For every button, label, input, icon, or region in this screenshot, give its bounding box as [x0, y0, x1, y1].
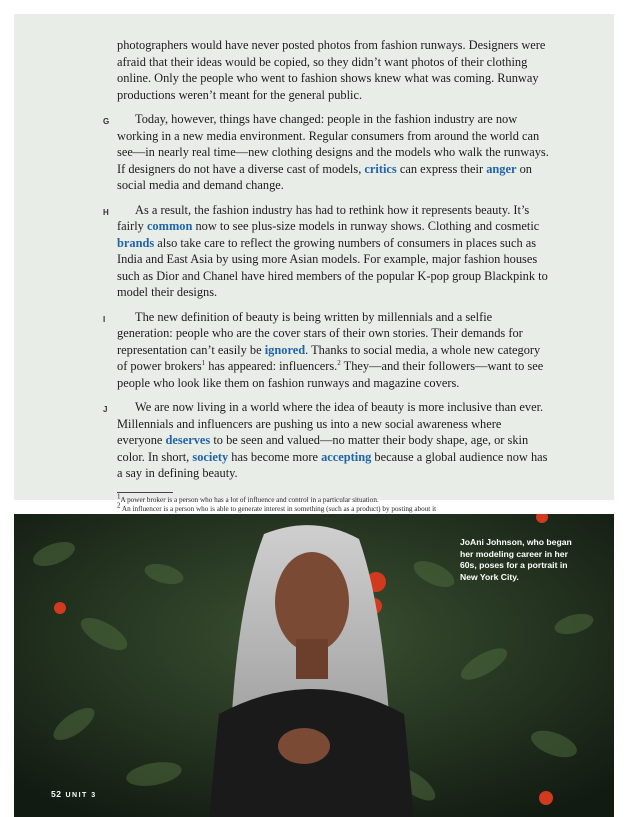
paragraph-letter-i: I: [103, 314, 106, 324]
paragraph-g: G Today, however, things have changed: people in the fashion industry are now working in a new media environment. Regular consumers from around the world can see—in nearly real time—new clothing designs and the models who walk the runways. If designers do not have a diverse cast of models, critics can express their anger on social media and demand change.: [103, 112, 549, 192]
vocab-word-critics: critics: [364, 161, 397, 176]
paragraph-letter-g: G: [103, 117, 110, 126]
footnote-ref-2: 2: [337, 358, 341, 367]
vocab-word-brands: brands: [117, 235, 155, 250]
vocab-word-accepting: accepting: [321, 449, 372, 464]
vocab-word-anger: anger: [486, 161, 517, 176]
neck: [296, 639, 328, 679]
paragraph-continued: photographers would have never posted photos from fashion runways. Designers were afraid that their ideas would be copied, so they didn’t want photos of their clothing online. Only the people who went to fashion shows knew what was coming. Runway productions weren’t meant for the general public.: [117, 38, 546, 102]
face: [275, 552, 349, 652]
vocab-word-society: society: [192, 449, 229, 464]
unit-label: UNIT 3: [65, 792, 97, 799]
vocab-word-common: common: [146, 219, 193, 233]
hand-on-chest: [278, 728, 330, 764]
vocab-word-deserves: deserves: [165, 433, 211, 447]
footnote-2: $^2$ An influencer is a person who is able to generate interest in something (such as a product) by posting about it: [117, 501, 437, 513]
paragraph-j: J We are now living in a world where the idea of beauty is more inclusive than ever. Millennials and influencers are pushing us into a new social awareness where everyone deserves to be seen and valued—no matter their body shape, age, or skin color. In short, society has become more accepting because a global audience now has a say in defining beauty.: [103, 400, 548, 480]
paragraph-letter-h: H: [103, 207, 109, 217]
page-folio: [51, 789, 97, 799]
vocab-word-ignored: ignored: [264, 342, 306, 357]
footnote-ref-1: 1: [201, 358, 206, 367]
article-body: [103, 37, 549, 523]
paragraph-letter-j: J: [103, 405, 108, 414]
paragraph-h: H As a result, the fashion industry has had to rethink how it represents beauty. It’s fairly common now to see plus-size models in runway shows. Clothing and cosmetic brands also take care to reflect the growing numbers of consumers in places such as India and East Asia by using more Asian models. For example, major fashion houses such as Dior and Chanel have hired members of the popular K-pop group Blackpink to model their designs.: [103, 202, 548, 299]
footnote-1: $^1$A power broker is a person who has a lot of influence and control in a particular situation.: [117, 492, 379, 504]
paragraph-i: I The new definition of beauty is being written by millennials and a selfie generation: people who are the cover stars of their own stories. Their demands for representation can’t easily be ignored. Thanks to social media, a whole new category of power brokers$^1$ has appeared: influencers.$^2$ They—and their followers—want to see people who look like them on fashion runways and magazine covers.: [103, 309, 544, 390]
photo-caption: JoAni Johnson, who began her modeling career in her 60s, poses for a portrait in New York City.: [460, 537, 572, 582]
page-number: 52: [51, 789, 62, 799]
footnote-divider: [117, 492, 173, 493]
